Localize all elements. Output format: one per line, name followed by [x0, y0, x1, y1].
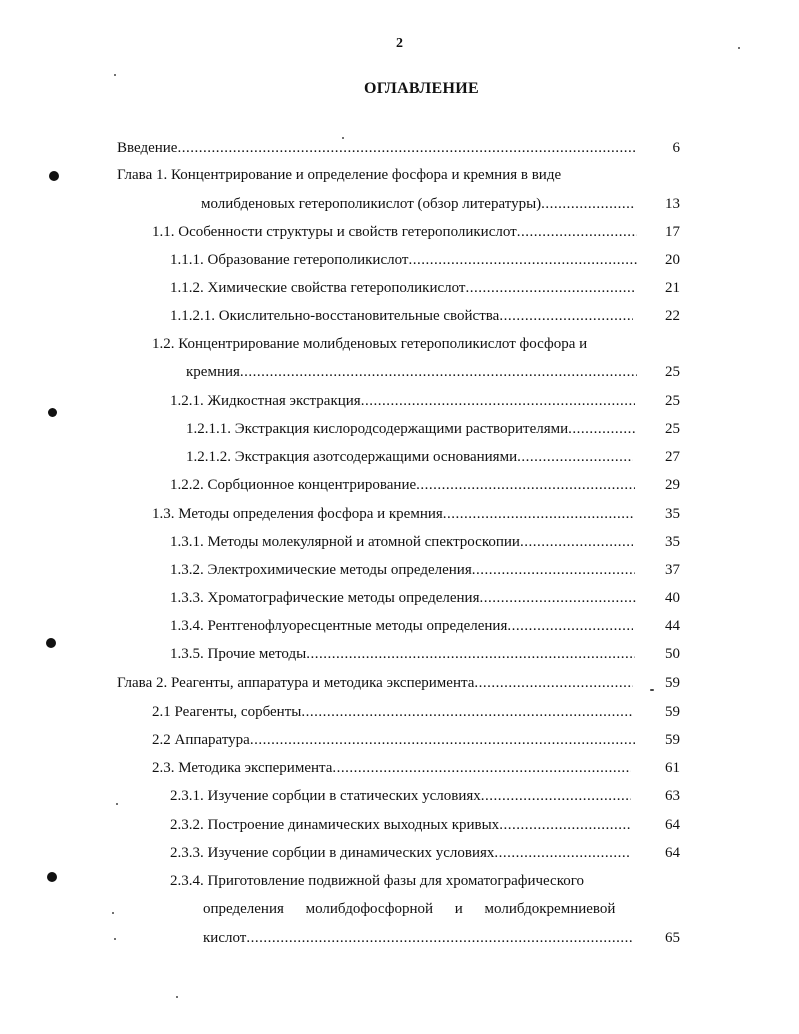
binding-hole-mark: [47, 872, 57, 882]
toc-entry: Глава 2. Реагенты, аппаратура и методика эксперимента .....: [117, 673, 633, 693]
toc-entry: 1.3.4. Рентгенофлуоресцентные методы определения .....: [170, 616, 633, 636]
toc-page-number: 59: [665, 732, 680, 748]
page-number: 2: [396, 36, 403, 51]
toc-page-number: 64: [665, 817, 680, 833]
toc-entry: 1.2.1.1. Экстракция кислородсодержащими растворителями .....: [186, 419, 637, 439]
toc-page-number: 21: [665, 280, 680, 296]
toc-entry: Глава 1. Концентрирование и определение фосфора и кремния в виде: [117, 167, 562, 183]
toc-entry: 1.1. Особенности структуры и свойств гетерополикислот .....: [152, 222, 637, 242]
scan-speck: [738, 47, 740, 49]
toc-page-number: 44: [665, 618, 680, 634]
toc-entry: 2.1 Реагенты, сорбенты .....: [152, 702, 633, 722]
toc-entry: определения молибдофосфорной и молибдокремниевой: [203, 901, 616, 917]
toc-entry: 1.3.1. Методы молекулярной и атомной спектроскопии .....: [170, 532, 633, 552]
binding-hole-mark: [48, 408, 57, 417]
page-title: ОГЛАВЛЕНИЕ: [364, 80, 479, 97]
toc-page-number: 13: [665, 196, 680, 212]
toc-entry: 1.1.2.1. Окислительно-восстановительные свойства .....: [170, 306, 633, 326]
toc-entry: 1.1.2. Химические свойства гетерополикислот .....: [170, 278, 635, 298]
toc-page-number: 6: [672, 140, 680, 156]
toc-entry: 1.2. Концентрирование молибденовых гетерополикислот фосфора и: [152, 336, 588, 352]
toc-entry: 2.3.3. Изучение сорбции в динамических условиях .....: [170, 843, 629, 863]
toc-entry: Введение .....: [117, 138, 637, 158]
toc-page-number: 22: [665, 308, 680, 324]
toc-page-number: 29: [665, 477, 680, 493]
toc-entry: кремния .....: [186, 362, 637, 382]
toc-entry: 1.2.1. Жидкостная экстракция .....: [170, 391, 635, 411]
toc-entry: 1.3.5. Прочие методы .....: [170, 644, 635, 664]
toc-page-number: 25: [665, 364, 680, 380]
toc-page-number: 35: [665, 534, 680, 550]
binding-hole-mark: [49, 171, 59, 181]
toc-entry: 1.2.2. Сорбционное концентрирование .....: [170, 475, 635, 495]
scan-speck: [114, 938, 116, 940]
toc-entry: кислот .....: [203, 928, 633, 948]
toc-page-number: 63: [665, 788, 680, 804]
toc-entry: 2.3.1. Изучение сорбции в статических условиях .....: [170, 786, 631, 806]
scan-speck: [112, 912, 114, 914]
toc-entry: молибденовых гетерополикислот (обзор литературы) .....: [201, 194, 635, 214]
toc-entry: 2.2 Аппаратура .....: [152, 730, 635, 750]
toc-entry: 2.3. Методика эксперимента .....: [152, 758, 631, 778]
toc-page-number: 27: [665, 449, 680, 465]
toc-entry: 1.2.1.2. Экстракция азотсодержащими основаниями .....: [186, 447, 633, 467]
scan-speck: [650, 689, 654, 691]
toc-page-number: 20: [665, 252, 680, 268]
toc-page-number: 65: [665, 930, 680, 946]
toc-page-number: 25: [665, 421, 680, 437]
scan-speck: [342, 137, 344, 139]
scan-speck: [114, 74, 116, 76]
toc-page-number: 35: [665, 506, 680, 522]
toc-page-number: 50: [665, 646, 680, 662]
toc-page-number: 37: [665, 562, 680, 578]
toc-entry: 2.3.2. Построение динамических выходных кривых .....: [170, 815, 631, 835]
toc-entry: 1.3.2. Электрохимические методы определения .....: [170, 560, 635, 580]
toc-page-number: 61: [665, 760, 680, 776]
scan-speck: [176, 996, 178, 998]
toc-page-number: 40: [665, 590, 680, 606]
toc-entry: 2.3.4. Приготовление подвижной фазы для хроматографического: [170, 873, 585, 889]
toc-page-number: 25: [665, 393, 680, 409]
toc-entry: 1.3. Методы определения фосфора и кремния .....: [152, 504, 633, 524]
toc-page-number: 59: [665, 704, 680, 720]
toc-entry: 1.3.3. Хроматографические методы определения .....: [170, 588, 637, 608]
binding-hole-mark: [46, 638, 56, 648]
toc-page-number: 59: [665, 675, 680, 691]
toc-page-number: 17: [665, 224, 680, 240]
toc-entry: 1.1.1. Образование гетерополикислот .....: [170, 250, 637, 270]
scan-speck: [116, 803, 118, 805]
toc-page-number: 64: [665, 845, 680, 861]
